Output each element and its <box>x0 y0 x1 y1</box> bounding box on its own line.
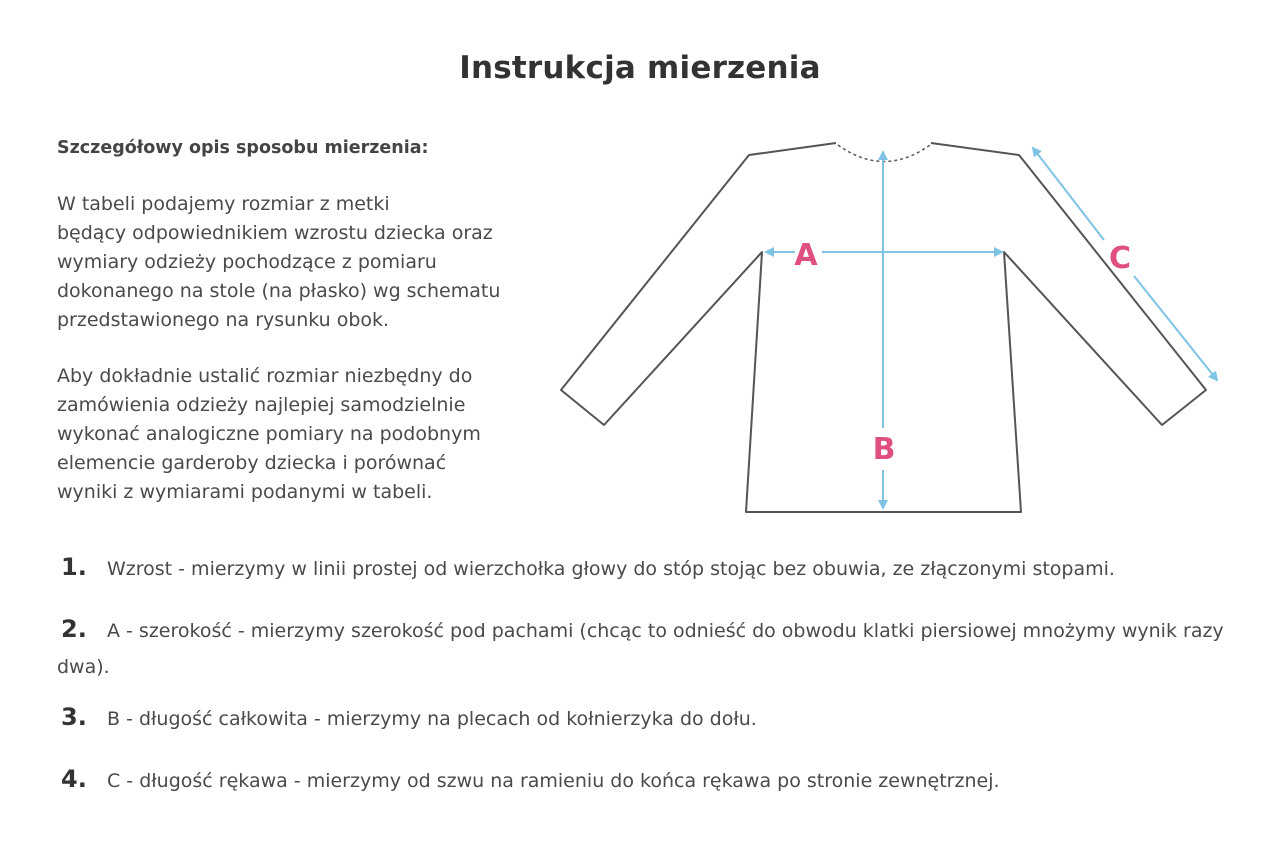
paragraph-line: dokonanego na stole (na płasko) wg schematu <box>57 280 501 302</box>
step-number: 4. <box>61 765 87 793</box>
paragraph-line: wyniki z wymiarami podanymi w tabeli. <box>57 481 433 503</box>
paragraph-line: zamówienia odzieży najlepiej samodzielnie <box>57 394 466 416</box>
page-title: Instrukcja mierzenia <box>459 50 821 86</box>
arrow-c-down <box>1134 276 1217 380</box>
paragraph-line: będący odpowiednikiem wzrostu dziecka oraz <box>57 222 493 244</box>
paragraph-line: wymiary odzieży pochodzące z pomiaru <box>57 251 437 273</box>
step-text: A - szerokość - mierzymy szerokość pod pachami (chcąc to odnieść do obwodu klatki piersiowej mnożymy wynik razy dwa). <box>57 620 1224 678</box>
list-item <box>57 549 1237 587</box>
list-item <box>57 611 1237 685</box>
step-text: Wzrost - mierzymy w linii prostej od wierzchołka głowy do stóp stojąc bez obuwia, ze złączonymi stopami. <box>107 558 1115 580</box>
diagram-label-c: C <box>1108 241 1132 276</box>
step-text: B - długość całkowita - mierzymy na plecach od kołnierzyka do dołu. <box>107 708 757 730</box>
paragraph-line: przedstawionego na rysunku obok. <box>57 309 390 331</box>
list-item <box>57 699 1237 737</box>
arrow-c-up <box>1033 148 1104 240</box>
diagram-label-a: A <box>794 238 818 273</box>
paragraph-line: W tabeli podajemy rozmiar z metki <box>57 193 390 215</box>
paragraph-line: wykonać analogiczne pomiary na podobnym <box>57 423 481 445</box>
paragraph-line: Aby dokładnie ustalić rozmiar niezbędny do <box>57 365 473 387</box>
step-number: 2. <box>61 615 87 643</box>
description-paragraph-2 <box>57 362 567 507</box>
sweater-measurement-diagram <box>550 125 1250 525</box>
paragraph-line: elemencie garderoby dziecka i porównać <box>57 452 447 474</box>
list-item <box>57 761 1237 799</box>
step-number: 1. <box>61 553 87 581</box>
step-number: 3. <box>61 703 87 731</box>
diagram-label-b: B <box>872 432 896 467</box>
description-heading: Szczegółowy opis sposobu mierzenia: <box>57 138 429 158</box>
description-paragraph-1 <box>57 190 567 335</box>
step-text: C - długość rękawa - mierzymy od szwu na ramieniu do końca rękawa po stronie zewnętrznej. <box>107 770 1000 792</box>
